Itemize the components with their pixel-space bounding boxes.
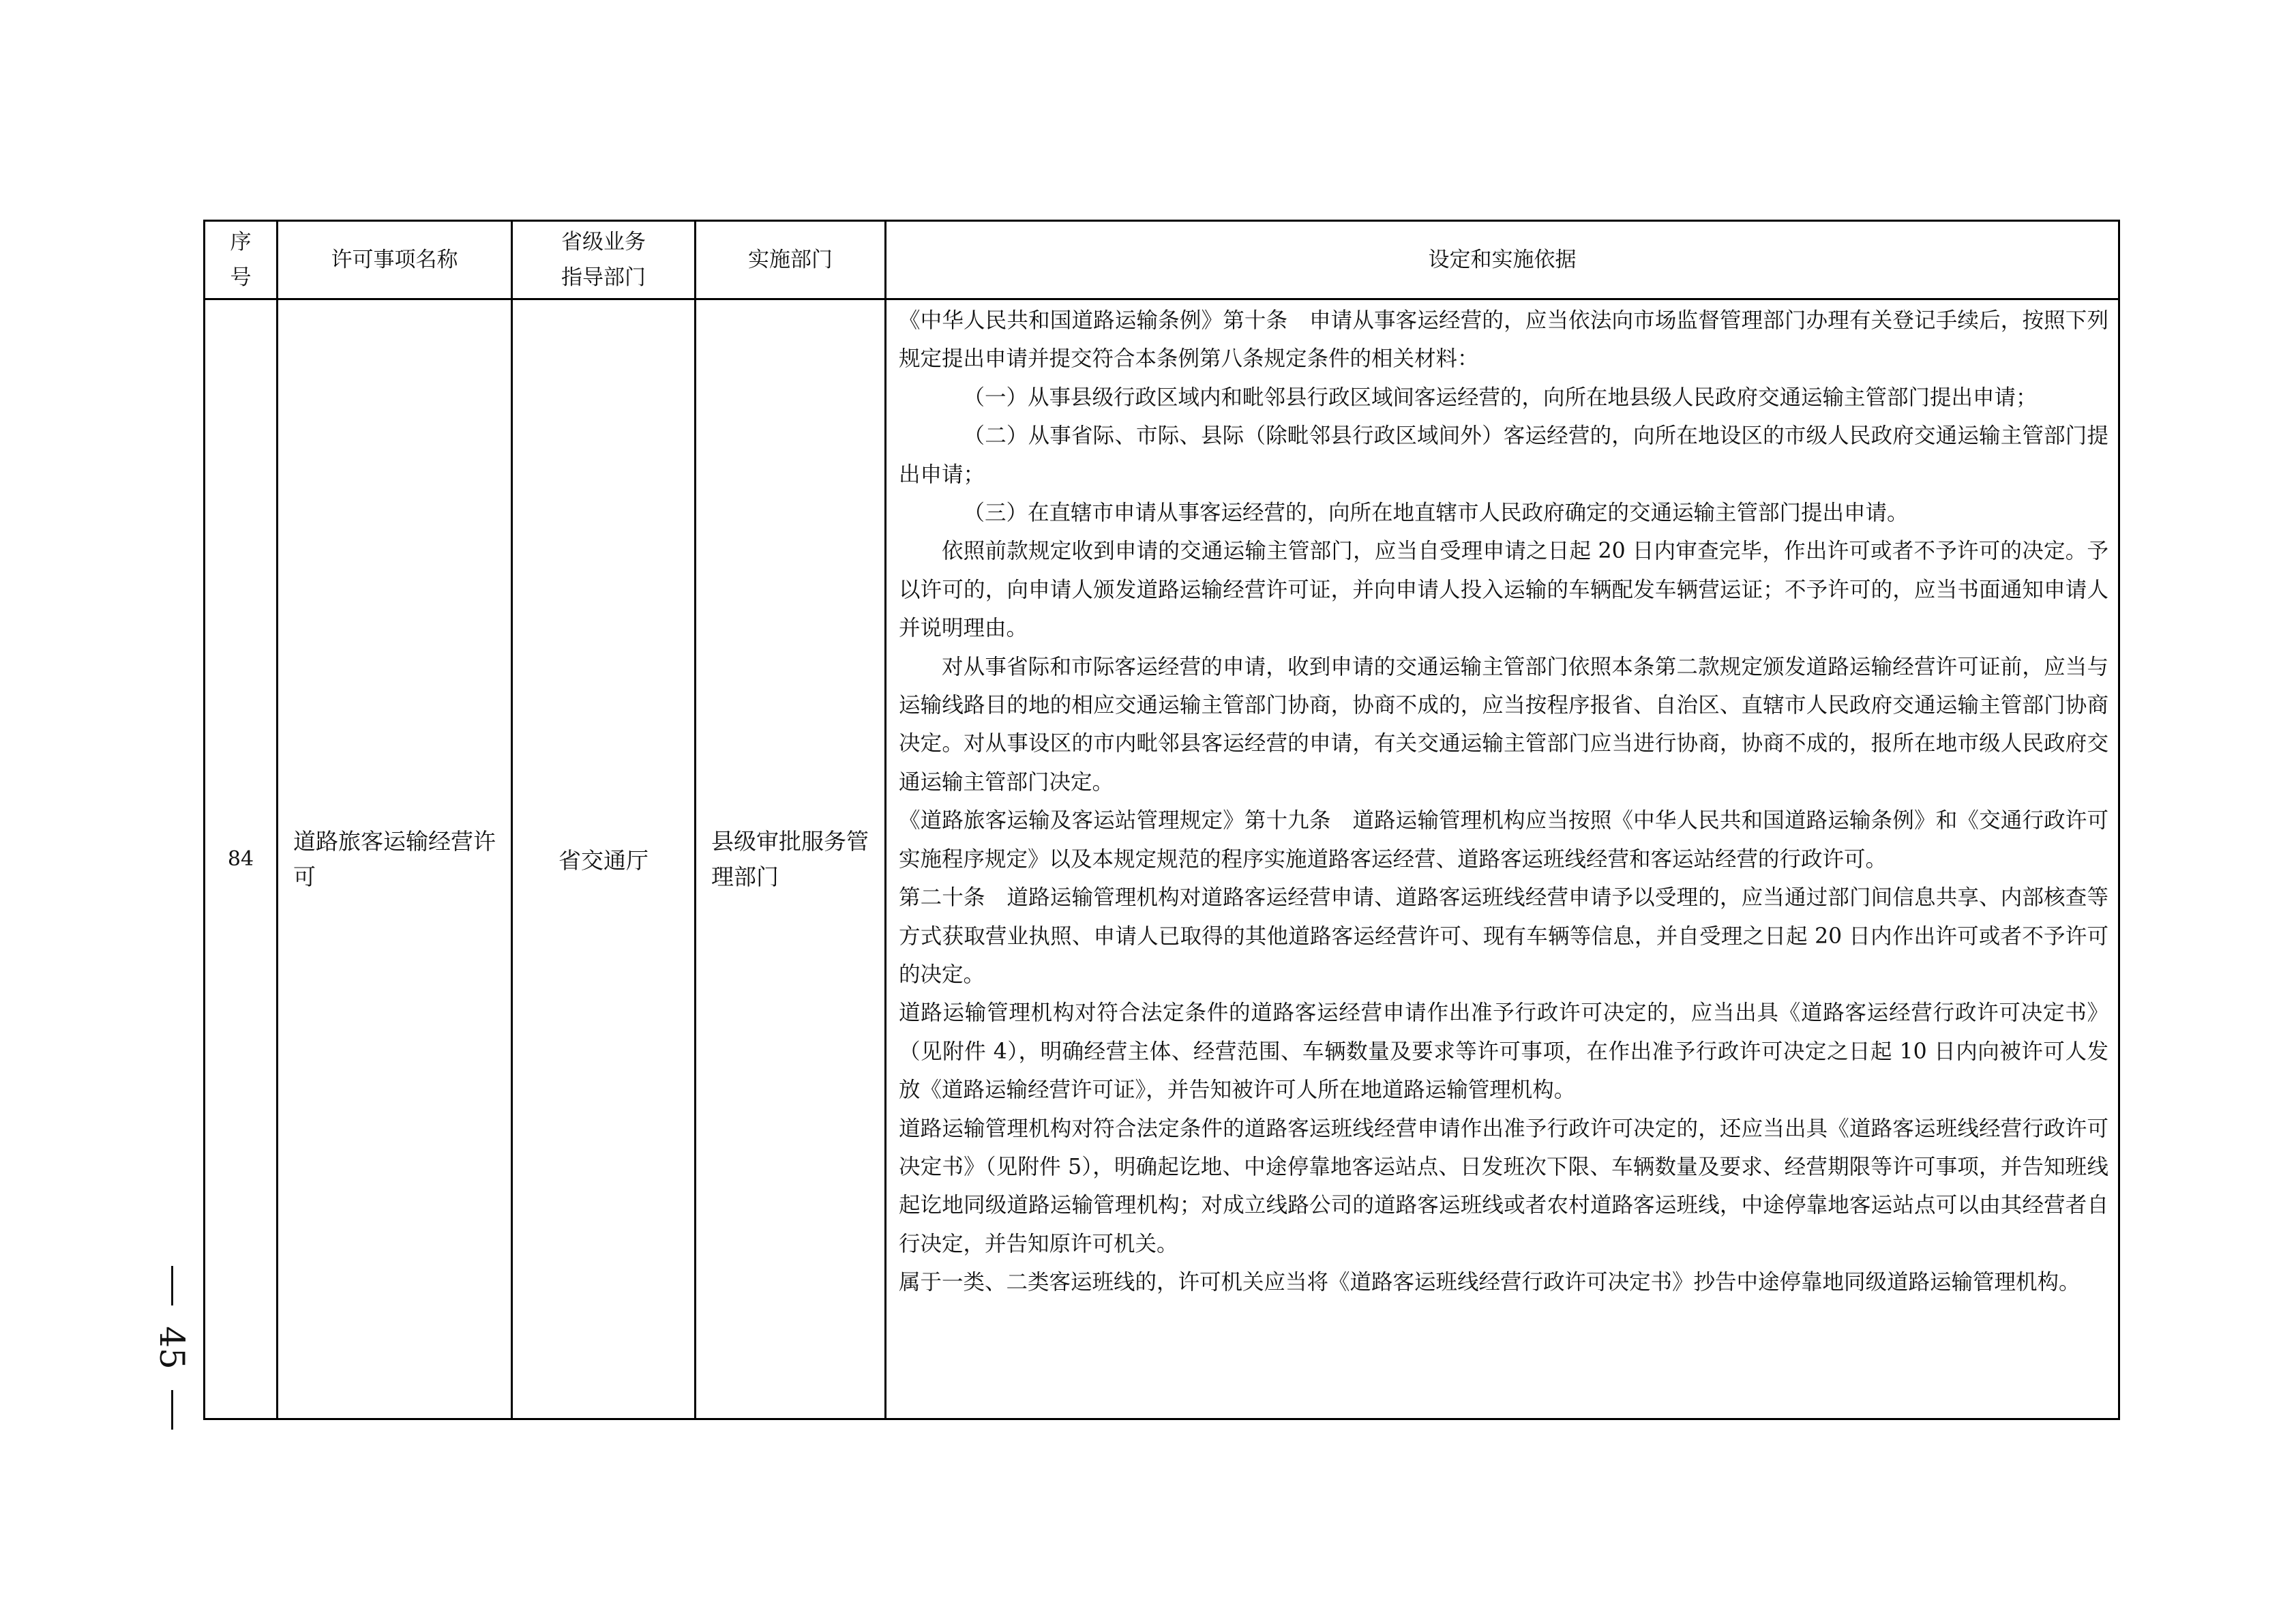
basis-paragraph-11: 属于一类、二类客运班线的，许可机关应当将《道路客运班线经营行政许可决定书》抄告中途停靠地同级道路运输管理机构。 (899, 1270, 2081, 1295)
basis-paragraph-2: （一）从事县级行政区域内和毗邻县行政区域间客运经营的，向所在地县级人民政府交通运输主管部门提出申请； (963, 385, 2038, 410)
header-implementing-dept: 实施部门 (696, 221, 886, 299)
basis-paragraph-6: 对从事省际和市际客运经营的申请，收到申请的交通运输主管部门依照本条第二款规定颁发道路运输经营许可证前，应当与运输线路目的地的相应交通运输主管部门协商，协商不成的，应当按程序报省、自治区、直辖市人民政府交通运输主管部门协商决定。对从事设区的市内毗邻县客运经营的申请，有关交通运输主管部门应当进行协商，协商不成的，报所在地市级人民政府交通运输主管部门决定。 (899, 654, 2108, 795)
row-legal-basis (886, 299, 2119, 1419)
basis-paragraph-1: 《中华人民共和国道路运输条例》第十条 申请从事客运经营的，应当依法向市场监督管理部门办理有关登记手续后，按照下列规定提出申请并提交符合本条例第八条规定条件的相关材料： (899, 308, 2108, 372)
header-row (205, 221, 2119, 299)
header-dept-line-1: 省级业务 (561, 230, 646, 254)
page-number-dash-bottom (171, 1390, 173, 1430)
basis-paragraph-5: 依照前款规定收到申请的交通运输主管部门，应当自受理申请之日起 20 日内审查完毕，作出许可或者不予许可的决定。予以许可的，向申请人颁发道路运输经营许可证，并向申请人投入运输的车辆配发车辆营运证；不予许可的，应当书面通知申请人并说明理由。 (899, 539, 2108, 641)
basis-paragraph-10: 道路运输管理机构对符合法定条件的道路客运班线经营申请作出准予行政许可决定的，还应当出具《道路客运班线经营行政许可决定书》（见附件 5），明确起讫地、中途停靠地客运站点、日发班次下限、车辆数量及要求、经营期限等许可事项，并告知班线起讫地同级道路运输管理机构；对成立线路公司的道路客运班线或者农村道路客运班线，中途停靠地客运站点可以由其经营者自行决定，并告知原许可机关。 (899, 1116, 2108, 1256)
page-number (151, 1266, 192, 1430)
permit-table (203, 220, 2120, 1420)
page-number-dash-top (171, 1266, 173, 1305)
row-permit-name: 道路旅客运输经营许可 (278, 299, 512, 1419)
table-row (205, 299, 2119, 1419)
page-number-digits: 45 (152, 1326, 192, 1370)
row-implementing-dept: 县级审批服务管理部门 (696, 299, 886, 1419)
row-guiding-dept: 省交通厅 (512, 299, 696, 1419)
basis-paragraph-4: （三）在直辖市申请从事客运经营的，向所在地直辖市人民政府确定的交通运输主管部门提出申请。 (963, 501, 1909, 526)
header-dept-line-2: 指导部门 (561, 265, 646, 290)
header-seq-line-1: 序 (230, 230, 252, 254)
header-seq-line-2: 号 (230, 265, 252, 290)
basis-paragraph-8: 第二十条 道路运输管理机构对道路客运经营申请、道路客运班线经营申请予以受理的，应当通过部门间信息共享、内部核查等方式获取营业执照、申请人已取得的其他道路客运经营许可、现有车辆等信息，并自受理之日起 20 日内作出许可或者不予许可的决定。 (899, 885, 2108, 987)
basis-paragraph-7: 《道路旅客运输及客运站管理规定》第十九条 道路运输管理机构应当按照《中华人民共和国道路运输条例》和《交通行政许可实施程序规定》以及本规定规范的程序实施道路客运经营、道路客运班线经营和客运站经营的行政许可。 (899, 808, 2108, 872)
basis-paragraph-3: （二）从事省际、市际、县际（除毗邻县行政区域间外）客运经营的，向所在地设区的市级人民政府交通运输主管部门提出申请； (899, 424, 2108, 487)
header-permit-name: 许可事项名称 (278, 221, 512, 299)
header-legal-basis: 设定和实施依据 (886, 221, 2119, 299)
header-guiding-dept (512, 221, 696, 299)
basis-paragraph-9: 道路运输管理机构对符合法定条件的道路客运经营申请作出准予行政许可决定的，应当出具《道路客运经营行政许可决定书》（见附件 4），明确经营主体、经营范围、车辆数量及要求等许可事项，在作出准予行政许可决定之日起 10 日内向被许可人发放《道路运输经营许可证》，并告知被许可人所在地道路运输管理机构。 (899, 1001, 2108, 1103)
header-seq (205, 221, 278, 299)
row-seq: 84 (205, 299, 278, 1419)
